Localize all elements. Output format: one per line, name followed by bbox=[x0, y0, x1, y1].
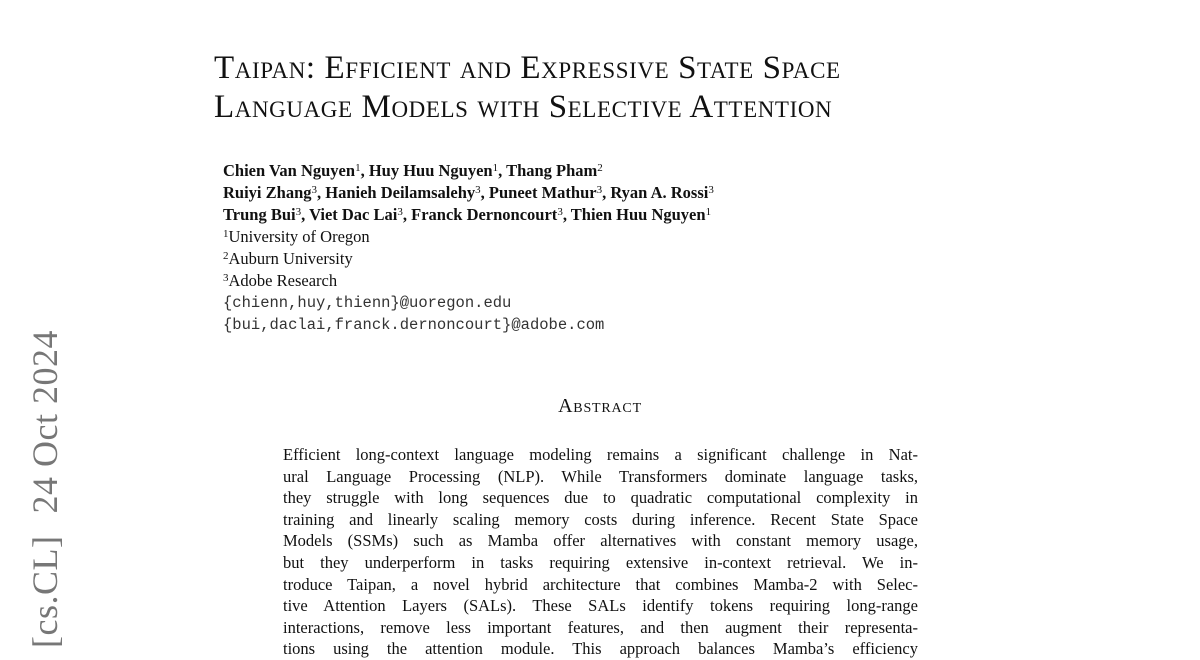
abstract-line: interactions, remove less important features, and then augment their representa- bbox=[283, 617, 918, 637]
abstract-line: Models (SSMs) such as Mamba offer alternatives with constant memory usage, bbox=[283, 531, 918, 551]
paper-title bbox=[214, 49, 1034, 127]
author-affiliation-mark: 3 bbox=[708, 184, 714, 196]
author-name: Thang Pham bbox=[506, 161, 598, 180]
author-line: Ruiyi Zhang$^3$, Hanieh Deilamsalehy$^3$, Puneet Mathur$^3$, Ryan A. Rossi$^3$ bbox=[223, 183, 714, 202]
author-affiliation-mark: 3 bbox=[397, 206, 403, 218]
abstract-line: they struggle with long sequences due to quadratic computational complexity in bbox=[283, 488, 918, 508]
author-name: Huy Huu Nguyen bbox=[368, 161, 493, 180]
author-affiliation-mark: 3 bbox=[596, 184, 603, 196]
abstract-line: but they underperform in tasks requiring extensive in-context retrieval. We in- bbox=[283, 552, 918, 572]
affiliation-number: 2 bbox=[223, 250, 229, 262]
author-affiliation-mark: 3 bbox=[311, 184, 317, 196]
author-name: Puneet Mathur bbox=[488, 183, 597, 202]
author-affiliation-mark: 1 bbox=[492, 162, 499, 174]
email-line-2: {bui,daclai,franck.dernoncourt}@adobe.com bbox=[223, 316, 605, 334]
affiliation-item bbox=[223, 270, 983, 292]
author-name: Hanieh Deilamsalehy bbox=[325, 183, 476, 202]
author-affiliation-mark: 3 bbox=[295, 206, 302, 218]
arxiv-date: 24 Oct 2024 bbox=[25, 330, 65, 514]
author-name: Franck Dernoncourt bbox=[411, 205, 558, 224]
abstract-line: Efficient long-context language modeling remains a significant challenge in Nat- bbox=[283, 445, 918, 464]
abstract-body bbox=[283, 444, 918, 660]
abstract-line: tive Attention Layers (SALs). These SALs identify tokens requiring long-range bbox=[283, 596, 918, 616]
author-name: Chien Van Nguyen bbox=[223, 161, 356, 180]
email-line-1: {chienn,huy,thienn}@uoregon.edu bbox=[223, 294, 512, 312]
author-name: Viet Dac Lai bbox=[309, 205, 398, 224]
affiliation-name: Auburn University bbox=[228, 249, 353, 268]
affiliation-name: University of Oregon bbox=[228, 227, 370, 246]
affiliation-number: 3 bbox=[223, 272, 229, 284]
affiliation-list bbox=[223, 226, 983, 292]
author-affiliation-mark: 2 bbox=[597, 162, 603, 174]
author-name: Trung Bui bbox=[223, 205, 296, 224]
affiliation-item bbox=[223, 226, 983, 248]
author-affiliation-mark: 3 bbox=[557, 206, 563, 218]
abstract-line: training and linearly scaling memory costs during inference. Recent State Space bbox=[283, 509, 918, 529]
abstract-line: ural Language Processing (NLP). While Transformers dominate language tasks, bbox=[283, 466, 918, 486]
author-lines bbox=[223, 160, 983, 226]
abstract-heading: Abstract bbox=[558, 395, 642, 417]
author-name: Ryan A. Rossi bbox=[610, 183, 709, 202]
author-line: Chien Van Nguyen$^1$, Huy Huu Nguyen$^1$, Thang Pham$^2$ bbox=[223, 161, 603, 180]
author-affiliation-mark: 1 bbox=[705, 206, 712, 218]
author-block bbox=[223, 160, 983, 336]
affiliation-name: Adobe Research bbox=[228, 271, 338, 290]
arxiv-sidebar-stamp bbox=[27, 308, 63, 648]
author-name: Ruiyi Zhang bbox=[223, 183, 312, 202]
affiliation-number: 1 bbox=[223, 228, 229, 240]
author-affiliation-mark: 1 bbox=[355, 162, 361, 174]
abstract-line: tions using the attention module. This approach balances Mamba’s efficiency bbox=[283, 639, 918, 659]
title-line-1: Taipan: Efficient and Expressive State Space bbox=[214, 50, 841, 86]
title-line-2: Language Models with Selective Attention bbox=[214, 89, 833, 125]
author-line: Trung Bui$^3$, Viet Dac Lai$^3$, Franck Dernoncourt$^3$, Thien Huu Nguyen$^1$ bbox=[223, 205, 712, 224]
abstract-line: troduce Taipan, a novel hybrid architecture that combines Mamba-2 with Selec- bbox=[283, 574, 918, 594]
author-name: Thien Huu Nguyen bbox=[570, 205, 706, 224]
arxiv-category: [cs.CL] bbox=[25, 535, 65, 648]
author-affiliation-mark: 3 bbox=[475, 184, 481, 196]
affiliation-item bbox=[223, 248, 983, 270]
